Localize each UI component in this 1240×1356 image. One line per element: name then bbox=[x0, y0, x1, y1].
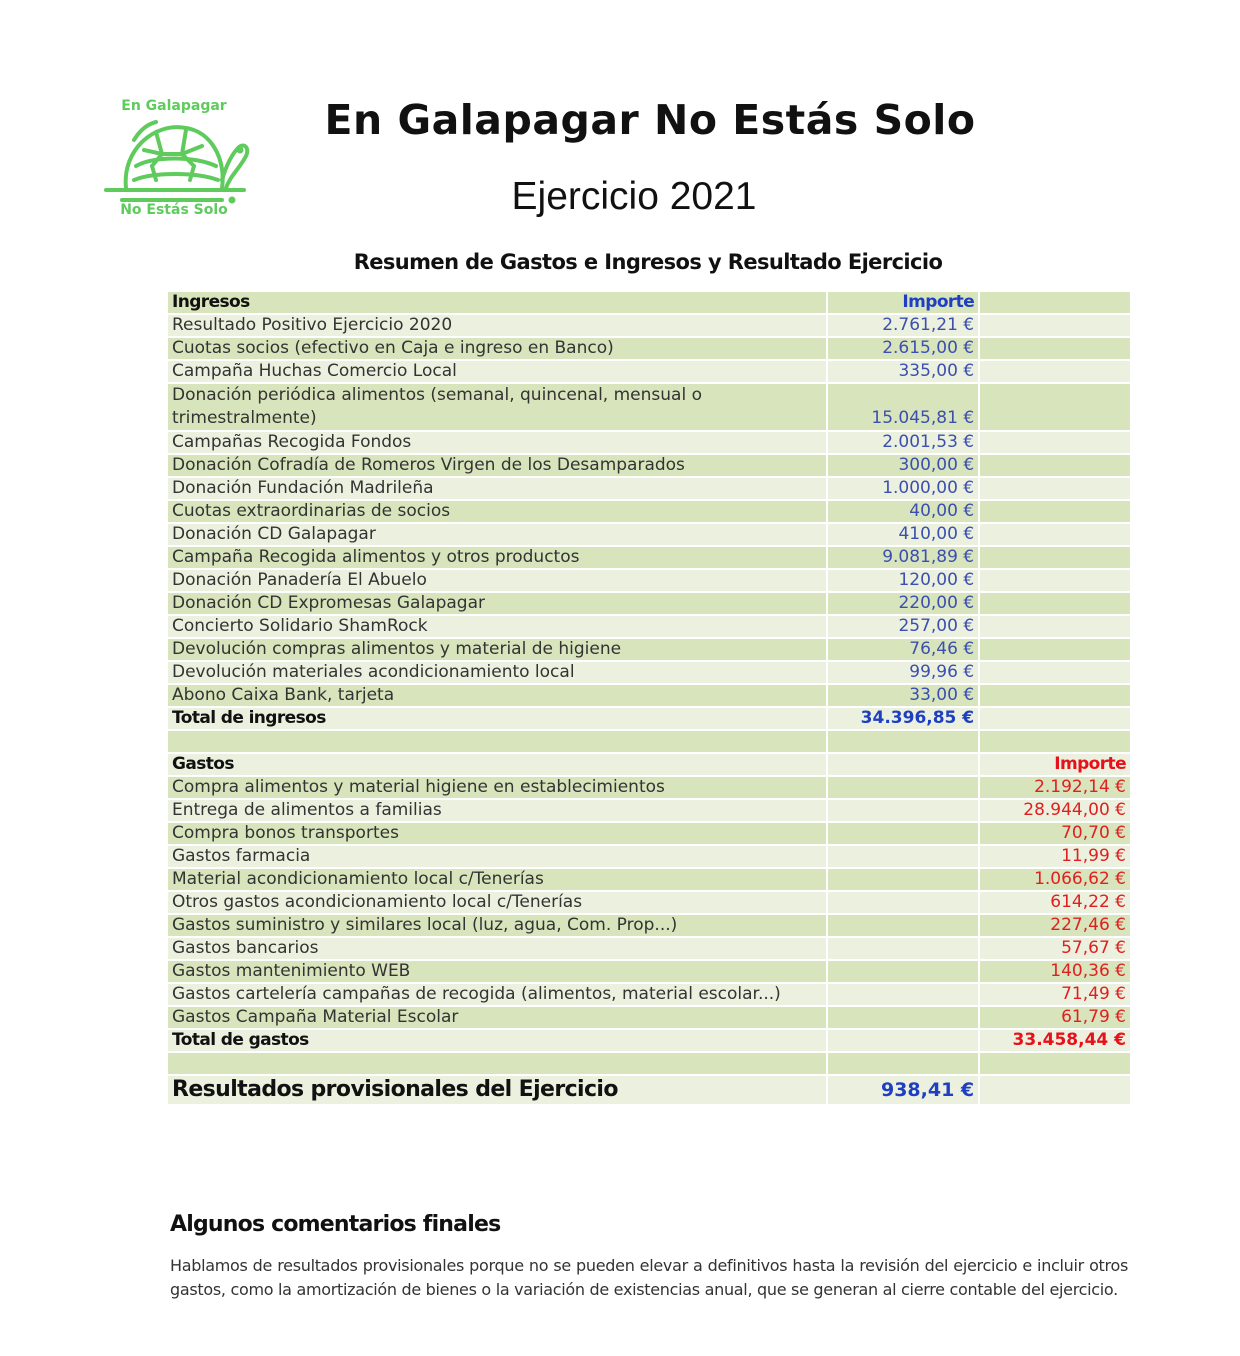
ingreso-row bbox=[168, 639, 1130, 660]
empty-cell bbox=[828, 892, 978, 913]
empty-cell bbox=[828, 1030, 978, 1051]
ingreso-row bbox=[168, 524, 1130, 545]
empty-cell bbox=[980, 708, 1130, 729]
logo-bottom-text: No Estás Solo bbox=[120, 202, 228, 218]
ingreso-row bbox=[168, 455, 1130, 476]
gasto-label: Gastos mantenimiento WEB bbox=[168, 961, 826, 982]
ingreso-amount: 15.045,81 € bbox=[828, 384, 978, 430]
ingreso-label: Cuotas extraordinarias de socios bbox=[168, 501, 826, 522]
ingreso-label: Devolución compras alimentos y material de higiene bbox=[168, 639, 826, 660]
ingreso-amount: 2.615,00 € bbox=[828, 338, 978, 359]
ingreso-row bbox=[168, 570, 1130, 591]
ingreso-row bbox=[168, 662, 1130, 683]
empty-cell bbox=[168, 1053, 826, 1074]
ingreso-amount: 410,00 € bbox=[828, 524, 978, 545]
gasto-label: Gastos suministro y similares local (luz, agua, Com. Prop...) bbox=[168, 915, 826, 936]
ingreso-label: Cuotas socios (efectivo en Caja e ingreso en Banco) bbox=[168, 338, 826, 359]
ingreso-amount: 9.081,89 € bbox=[828, 547, 978, 568]
ingreso-row bbox=[168, 361, 1130, 382]
empty-cell bbox=[980, 662, 1130, 683]
empty-cell bbox=[828, 938, 978, 959]
ingreso-row bbox=[168, 315, 1130, 336]
gasto-row bbox=[168, 823, 1130, 844]
gastos-header: Gastos bbox=[168, 754, 826, 775]
empty-cell bbox=[828, 1007, 978, 1028]
comments-title: Algunos comentarios finales bbox=[170, 1212, 501, 1237]
empty-cell bbox=[980, 338, 1130, 359]
ingreso-amount: 2.761,21 € bbox=[828, 315, 978, 336]
empty-cell bbox=[828, 984, 978, 1005]
result-row bbox=[168, 1076, 1130, 1104]
empty-cell bbox=[980, 524, 1130, 545]
gasto-label: Gastos Campaña Material Escolar bbox=[168, 1007, 826, 1028]
empty-cell bbox=[980, 361, 1130, 382]
gasto-row bbox=[168, 984, 1130, 1005]
gasto-label: Gastos farmacia bbox=[168, 846, 826, 867]
ingresos-header: Ingresos bbox=[168, 292, 826, 313]
gasto-label: Otros gastos acondicionamiento local c/Tenerías bbox=[168, 892, 826, 913]
ingresos-header-row bbox=[168, 292, 1130, 313]
empty-cell bbox=[980, 432, 1130, 453]
ingreso-label: Donación Cofradía de Romeros Virgen de los Desamparados bbox=[168, 455, 826, 476]
ingreso-amount: 120,00 € bbox=[828, 570, 978, 591]
ingreso-label: Campaña Huchas Comercio Local bbox=[168, 361, 826, 382]
ingreso-row bbox=[168, 432, 1130, 453]
gasto-label: Compra bonos transportes bbox=[168, 823, 826, 844]
gastos-header-row bbox=[168, 754, 1130, 775]
gasto-amount: 614,22 € bbox=[980, 892, 1130, 913]
gasto-label: Compra alimentos y material higiene en establecimientos bbox=[168, 777, 826, 798]
gasto-row bbox=[168, 938, 1130, 959]
ingresos-total-label: Total de ingresos bbox=[168, 708, 826, 729]
gasto-row bbox=[168, 1007, 1130, 1028]
gasto-row bbox=[168, 800, 1130, 821]
empty-cell bbox=[980, 616, 1130, 637]
ingreso-amount: 300,00 € bbox=[828, 455, 978, 476]
gasto-amount: 61,79 € bbox=[980, 1007, 1130, 1028]
ingreso-label: Abono Caixa Bank, tarjeta bbox=[168, 685, 826, 706]
empty-cell bbox=[828, 777, 978, 798]
ingreso-row bbox=[168, 616, 1130, 637]
ingresos-amount-header: Importe bbox=[828, 292, 978, 313]
empty-cell bbox=[980, 593, 1130, 614]
ingresos-total-amount: 34.396,85 € bbox=[828, 708, 978, 729]
ingreso-row bbox=[168, 338, 1130, 359]
page-title: En Galapagar No Estás Solo bbox=[324, 96, 976, 144]
ingreso-amount: 335,00 € bbox=[828, 361, 978, 382]
logo-top-text: En Galapagar bbox=[121, 98, 227, 114]
gasto-row bbox=[168, 777, 1130, 798]
ingreso-row bbox=[168, 501, 1130, 522]
ingreso-label: Donación Panadería El Abuelo bbox=[168, 570, 826, 591]
result-label: Resultados provisionales del Ejercicio bbox=[168, 1076, 826, 1104]
empty-cell bbox=[828, 915, 978, 936]
gasto-amount: 140,36 € bbox=[980, 961, 1130, 982]
ingreso-row bbox=[168, 478, 1130, 499]
ingreso-label: Resultado Positivo Ejercicio 2020 bbox=[168, 315, 826, 336]
ingreso-label: Donación periódica alimentos (semanal, quincenal, mensual o trimestralmente) bbox=[168, 384, 826, 430]
gastos-total-label: Total de gastos bbox=[168, 1030, 826, 1051]
gasto-label: Gastos cartelería campañas de recogida (alimentos, material escolar...) bbox=[168, 984, 826, 1005]
gasto-amount: 1.066,62 € bbox=[980, 869, 1130, 890]
empty-cell bbox=[828, 1053, 978, 1074]
ingreso-amount: 220,00 € bbox=[828, 593, 978, 614]
gastos-total-row bbox=[168, 1030, 1130, 1051]
ingreso-amount: 257,00 € bbox=[828, 616, 978, 637]
ingreso-row bbox=[168, 547, 1130, 568]
empty-cell bbox=[828, 800, 978, 821]
ingresos-total-row bbox=[168, 708, 1130, 729]
gasto-amount: 70,70 € bbox=[980, 823, 1130, 844]
empty-cell bbox=[828, 869, 978, 890]
ingreso-amount: 99,96 € bbox=[828, 662, 978, 683]
ingreso-row bbox=[168, 593, 1130, 614]
ingreso-label: Donación CD Galapagar bbox=[168, 524, 826, 545]
empty-cell bbox=[980, 685, 1130, 706]
empty-cell bbox=[980, 731, 1130, 752]
spacer-row bbox=[168, 731, 1130, 752]
gasto-amount: 11,99 € bbox=[980, 846, 1130, 867]
gasto-row bbox=[168, 915, 1130, 936]
page-subtitle: Ejercicio 2021 bbox=[511, 175, 757, 218]
ingreso-label: Campañas Recogida Fondos bbox=[168, 432, 826, 453]
empty-cell bbox=[980, 570, 1130, 591]
empty-cell bbox=[980, 315, 1130, 336]
empty-cell bbox=[980, 384, 1130, 430]
ingreso-label: Devolución materiales acondicionamiento local bbox=[168, 662, 826, 683]
result-amount: 938,41 € bbox=[828, 1076, 978, 1104]
ingreso-label: Campaña Recogida alimentos y otros productos bbox=[168, 547, 826, 568]
empty-cell bbox=[980, 1053, 1130, 1074]
ingreso-amount: 33,00 € bbox=[828, 685, 978, 706]
ingreso-amount: 2.001,53 € bbox=[828, 432, 978, 453]
empty-cell bbox=[980, 478, 1130, 499]
ingreso-amount: 76,46 € bbox=[828, 639, 978, 660]
empty-cell bbox=[980, 639, 1130, 660]
ingreso-label: Donación Fundación Madrileña bbox=[168, 478, 826, 499]
empty-cell bbox=[828, 846, 978, 867]
spacer-row bbox=[168, 1053, 1130, 1074]
comments-body: Hablamos de resultados provisionales porque no se pueden elevar a definitivos hasta la revisión del ejercicio e incluir otros gastos, como la amortización de bienes o la variación de existencias anual, que se generan al cierre contable del ejercicio. bbox=[170, 1256, 1128, 1299]
gasto-row bbox=[168, 892, 1130, 913]
empty-cell bbox=[828, 754, 978, 775]
ingreso-row bbox=[168, 685, 1130, 706]
gasto-row bbox=[168, 961, 1130, 982]
empty-cell bbox=[980, 292, 1130, 313]
section-title: Resumen de Gastos e Ingresos y Resultado Ejercicio bbox=[353, 250, 943, 274]
gasto-label: Entrega de alimentos a familias bbox=[168, 800, 826, 821]
empty-cell bbox=[828, 731, 978, 752]
gasto-amount: 28.944,00 € bbox=[980, 800, 1130, 821]
empty-cell bbox=[980, 1076, 1130, 1104]
gastos-total-amount: 33.458,44 € bbox=[980, 1030, 1130, 1051]
ingreso-amount: 40,00 € bbox=[828, 501, 978, 522]
empty-cell bbox=[980, 547, 1130, 568]
gastos-amount-header: Importe bbox=[980, 754, 1130, 775]
empty-cell bbox=[168, 731, 826, 752]
ingreso-row bbox=[168, 384, 1130, 430]
empty-cell bbox=[980, 501, 1130, 522]
gasto-amount: 2.192,14 € bbox=[980, 777, 1130, 798]
gasto-row bbox=[168, 869, 1130, 890]
empty-cell bbox=[828, 961, 978, 982]
empty-cell bbox=[980, 455, 1130, 476]
gasto-label: Material acondicionamiento local c/Tenerías bbox=[168, 869, 826, 890]
gasto-row bbox=[168, 846, 1130, 867]
gasto-amount: 71,49 € bbox=[980, 984, 1130, 1005]
ingreso-amount: 1.000,00 € bbox=[828, 478, 978, 499]
gasto-label: Gastos bancarios bbox=[168, 938, 826, 959]
ingreso-label: Concierto Solidario ShamRock bbox=[168, 616, 826, 637]
empty-cell bbox=[828, 823, 978, 844]
gasto-amount: 227,46 € bbox=[980, 915, 1130, 936]
gasto-amount: 57,67 € bbox=[980, 938, 1130, 959]
summary-table bbox=[166, 290, 1132, 1106]
ingreso-label: Donación CD Expromesas Galapagar bbox=[168, 593, 826, 614]
